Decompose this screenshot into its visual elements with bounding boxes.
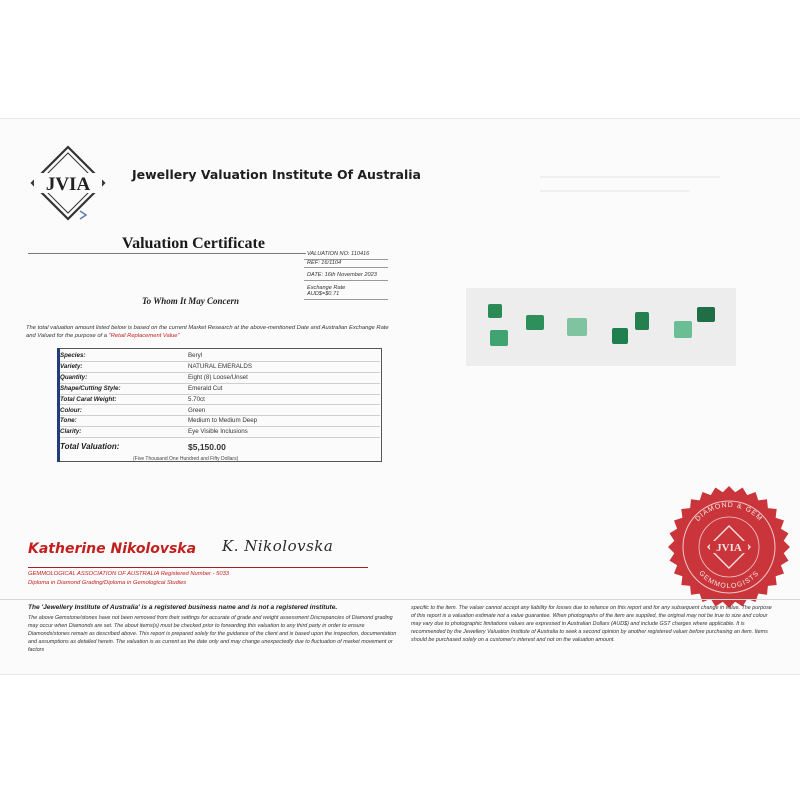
emerald-photo: [466, 288, 736, 366]
detail-label: Quantity:: [60, 373, 88, 381]
handwritten-signature: K. Nikolovska: [222, 537, 334, 555]
svg-text:JVIA: JVIA: [716, 542, 742, 554]
detail-value: Beryl: [188, 352, 203, 359]
total-in-words: (Five Thousand One Hundred and Fifty Dollars): [133, 456, 239, 462]
wax-seal-icon: [666, 484, 792, 610]
detail-label: Variety:: [60, 362, 83, 370]
emerald-stone: [635, 312, 649, 330]
exchange-rate-value: AUD$=$0.71: [304, 291, 388, 300]
valuation-number: VALUATION NO: 110416: [304, 251, 388, 260]
intro-text: The total valuation amount listed below is based on the current Market Research at the above-mentioned Date and Australian Exchange Rate and Valued for the purpose of a: [26, 325, 389, 339]
detail-value: Emerald Cut: [188, 384, 223, 392]
detail-value: 5.70ct: [188, 395, 205, 403]
disclaimer-left: The above Gemstone/stones have not been removed from their settings for accurate of grade and weight assessment Discrepancies of Diamond grading may occur when Diamonds are set. The about items(s) must be checked prior to forwarding this valuation to any third party in order to ensure Diamonds/stones remain as described above. This report is prepared solely for the guidance of the client and is based upon the inspection, documentation and assumptions as detailed herein. The valuation is as current as the date only and may change unexpectedly due to fluctuation of market movement or factors: [28, 615, 397, 653]
row-divider: [60, 394, 380, 395]
footer-divider: [0, 599, 800, 600]
row-divider: [60, 437, 380, 438]
detail-value: Green: [188, 406, 206, 414]
ghost-mark: [540, 176, 720, 178]
signer-credential: GEMMOLOGICAL ASSOCIATION OF AUSTRALIA Registered Number - 5033: [28, 571, 230, 577]
total-label: Total Valuation:: [60, 442, 120, 451]
reference-box: [304, 251, 388, 300]
emerald-stone: [697, 307, 715, 322]
total-value: $5,150.00: [188, 442, 226, 452]
institute-name: Jewellery Valuation Institute Of Australia: [132, 167, 421, 182]
svg-text:GEMMOLOGISTS: GEMMOLOGISTS: [697, 569, 761, 591]
reference-number: REF: 16/1104: [304, 260, 388, 269]
logo-text: JVIA: [45, 174, 91, 195]
signer-name: Katherine Nikolovska: [28, 541, 197, 557]
detail-label: Clarity:: [60, 428, 82, 436]
detail-label: Tone:: [60, 417, 77, 425]
row-divider: [60, 372, 380, 373]
row-divider: [60, 415, 380, 416]
title-divider: [28, 253, 306, 254]
row-divider: [60, 404, 380, 405]
emerald-stone: [488, 304, 502, 318]
detail-label: Total Carat Weight:: [60, 395, 117, 403]
detail-value: Eye Visible Inclusions: [188, 428, 248, 436]
intro-highlight: "Retail Replacement Value": [108, 333, 180, 339]
row-divider: [60, 361, 380, 362]
detail-label: Species:: [60, 352, 86, 359]
ghost-mark: [540, 190, 690, 192]
detail-value: Medium to Medium Deep: [188, 417, 258, 425]
salutation: To Whom It May Concern: [142, 296, 240, 306]
detail-value: NATURAL EMERALDS: [188, 362, 252, 370]
valuation-date: DATE: 16th November 2023: [304, 272, 388, 281]
disclaimer-right: specific to the item. The valuer cannot accept any liability for losses due to reliance on this report and for any subsequent change in value. The purpose of this report is a valuation estimate not a value guarantee. When photographs of the item are supplied, the original may not be true to size and colour may vary due to photographic limitations values are expressed in Australian Dollars (AUD$) and include GST charges where applicable. It is recommended by the Jewellery Valuation Institute of Australia to seek a second opinion by another registered valuer before purchasing an item. Items should be purchased solely on a customer's interest and not on the valuation amount.: [411, 605, 772, 643]
exchange-rate-label: Exchange Rate: [307, 284, 346, 291]
detail-label: Shape/Cutting Style:: [60, 384, 121, 392]
intro-paragraph: [26, 324, 398, 340]
row-divider: [60, 426, 380, 427]
signer-diploma: Diploma in Diamond Grading/Diploma in Gemological Studies: [28, 580, 187, 586]
svg-text:DIAMOND & GEM: DIAMOND & GEM: [694, 501, 764, 523]
emerald-stone: [674, 321, 692, 338]
emerald-stone: [490, 330, 508, 346]
emerald-stone: [612, 328, 628, 344]
disclaimer-heading: The 'Jewellery Institute of Australia' is a registered business name and is not a registered institute.: [28, 604, 338, 611]
signature-rule: [28, 567, 368, 568]
emerald-stone: [567, 318, 587, 336]
row-divider: [60, 383, 380, 384]
detail-value: Eight (8) Loose/Unset: [188, 373, 248, 381]
jvia-logo-icon: [28, 145, 108, 223]
certificate-title: Valuation Certificate: [122, 235, 265, 252]
emerald-stone: [526, 315, 544, 330]
detail-label: Colour:: [60, 406, 82, 414]
